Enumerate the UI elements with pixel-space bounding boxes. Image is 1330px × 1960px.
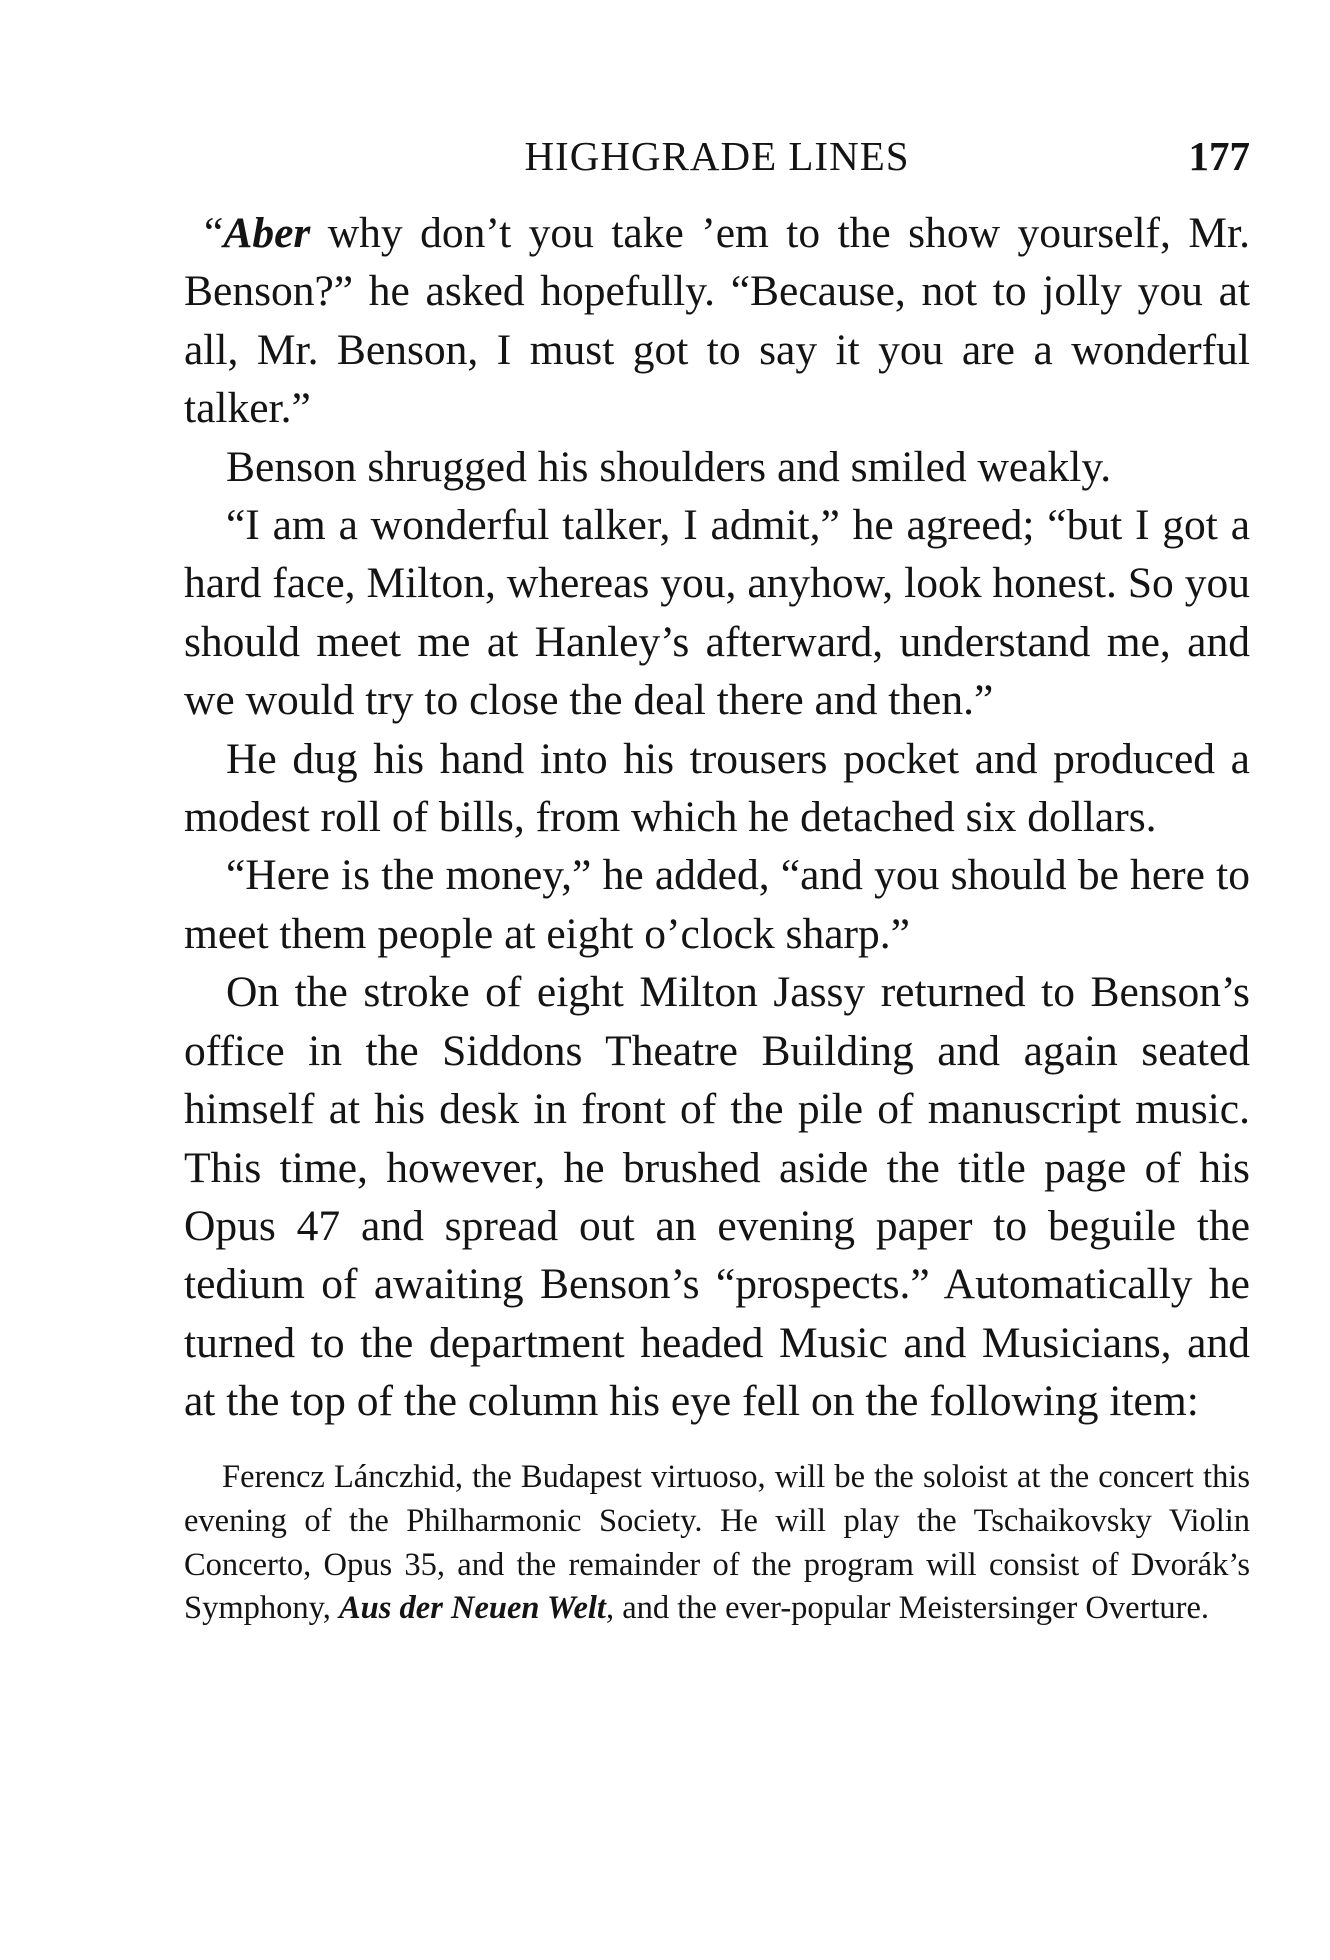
- paragraph: Benson shrugged his shoulders and smiled weakly.: [226, 442, 1112, 491]
- newspaper-item: [184, 1456, 1250, 1631]
- paragraph: “I am a wonderful talker, I admit,” he agreed; “but I got a hard face, Milton, whereas you, anyhow, look honest. So you should meet me at Hanley’s afterward, understand me, and we would try to close the deal there and then.”: [184, 501, 1250, 725]
- newspaper-item-text: [184, 1456, 1250, 1631]
- news-text-before: Ferencz Lánczhid, the Budapest virtuoso, will be the soloist at the concert this evening of the Philharmonic Society. He will play the Tschaikovsky Violin Concerto, Opus 35, and the remainder of the program will consist of Dvorák’s Symphony,: [184, 1459, 1250, 1627]
- italic-word: Aber: [223, 209, 311, 257]
- news-text-after: , and the ever-popular Meistersinger Overture.: [605, 1590, 1210, 1627]
- italic-title: Aus der Neuen Welt: [339, 1590, 606, 1627]
- body-text: [184, 204, 1250, 1431]
- page-number: 177: [1188, 133, 1250, 179]
- paragraph: “Here is the money,” he added, “and you should be here to meet them people at eight o’clock sharp.”: [184, 851, 1250, 958]
- running-head: HIGHGRADE LINES: [524, 133, 910, 179]
- paragraph: [184, 204, 1250, 438]
- paragraph-text: why don’t you take ’em to the show yourself, Mr. Benson?” he asked hopefully. “Because, not to jolly you at all, Mr. Benson, I must got to say it you are a wonderful talker.”: [184, 209, 1250, 433]
- paragraph: On the stroke of eight Milton Jassy returned to Benson’s office in the Siddons Theatre Building and again seated himself at his desk in front of the pile of manuscript music. This time, however, he brushed aside the title page of his Opus 47 and spread out an evening paper to beguile the tedium of awaiting Benson’s “prospects.” Automatically he turned to the department headed Music and Musicians, and at the top of the column his eye fell on the following item:: [184, 968, 1250, 1426]
- paragraph: He dug his hand into his trousers pocket and produced a modest roll of bills, from which he detached six dollars.: [184, 734, 1250, 842]
- open-quote: “: [204, 209, 224, 257]
- page-header: [184, 128, 1250, 184]
